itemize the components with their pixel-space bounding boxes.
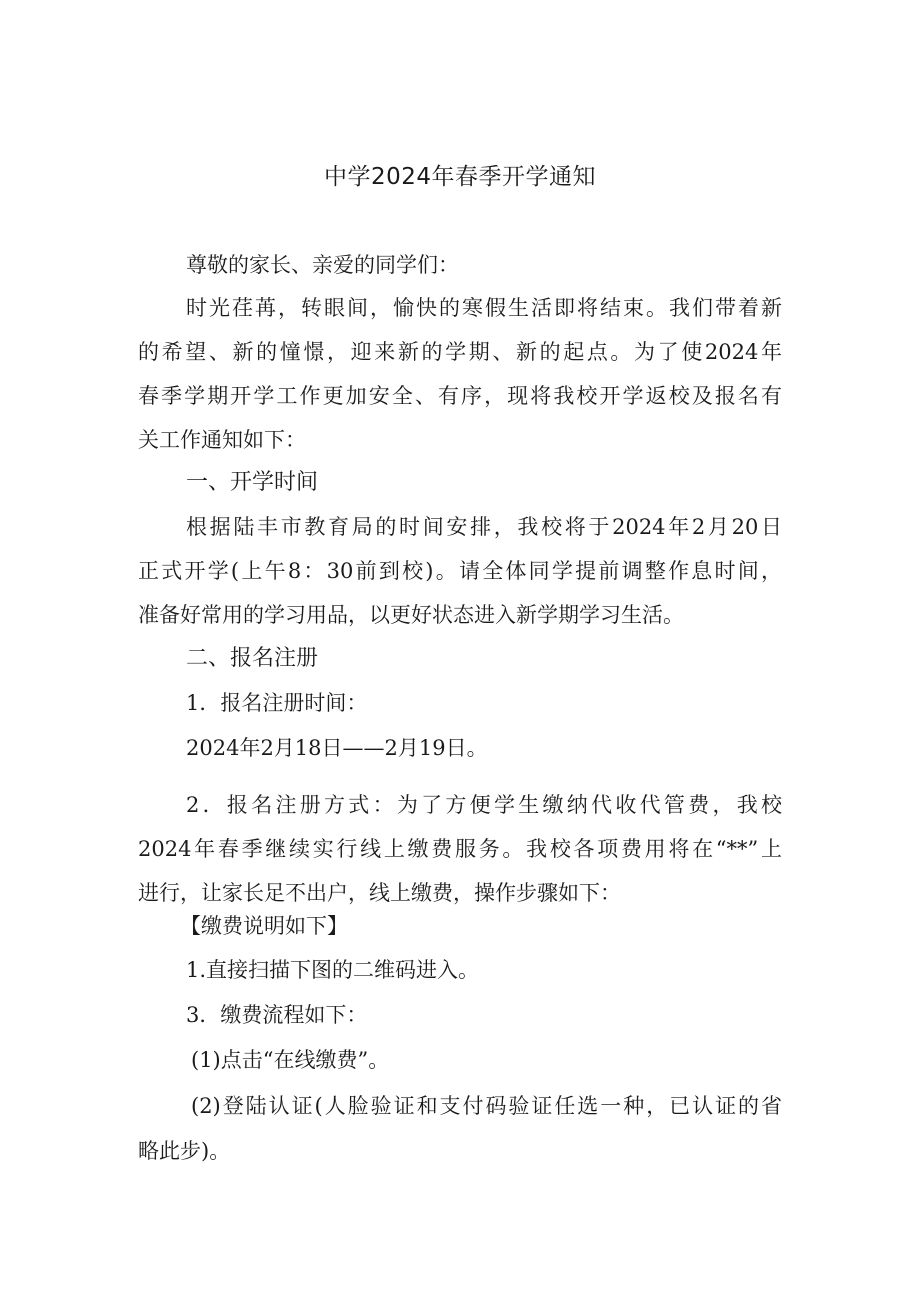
registration-method-line-2: 2024年春季继续实行线上缴费服务。我校各项费用将在“**”上 [138, 837, 782, 861]
payment-step-2-line-2: 略此步)。 [138, 1139, 231, 1163]
payment-step-1: (1)点击“在线缴费”。 [191, 1048, 390, 1072]
intro-line-1: 时光荏苒，转眼间，愉快的寒假生活即将结束。我们带着新 [186, 296, 782, 320]
section-2-heading: 二、报名注册 [186, 646, 319, 671]
section-1-line-2: 正式开学(上午8：30前到校)。请全体同学提前调整作息时间， [138, 559, 782, 583]
registration-method-line-3: 进行，让家长足不出户，线上缴费，操作步骤如下： [138, 881, 621, 905]
registration-time-label: 1．报名注册时间： [186, 691, 368, 715]
section-1-line-3: 准备好常用的学习用品，以更好状态进入新学期学习生活。 [138, 603, 684, 627]
payment-process-label: 3．缴费流程如下： [186, 1003, 368, 1027]
registration-method-line-1: 2．报名注册方式：为了方便学生缴纳代收代管费，我校 [186, 793, 782, 817]
intro-line-2: 的希望、新的憧憬，迎来新的学期、新的起点。为了使2024年 [138, 340, 782, 364]
greeting: 尊敬的家长、亲爱的同学们： [186, 253, 459, 277]
payment-step-2-line-1: (2)登陆认证(人脸验证和支付码验证任选一种，已认证的省 [191, 1094, 782, 1118]
registration-time-value: 2024年2月18日——2月19日。 [186, 736, 488, 760]
section-1-line-1: 根据陆丰市教育局的时间安排，我校将于2024年2月20日 [186, 515, 782, 539]
fee-step-scan: 1.直接扫描下图的二维码进入。 [186, 958, 480, 982]
document-title: 中学2024年春季开学通知 [323, 164, 597, 190]
section-1-heading: 一、开学时间 [186, 470, 319, 495]
intro-line-4: 关工作通知如下： [138, 428, 306, 452]
fee-note: 【缴费说明如下】 [180, 914, 348, 938]
intro-line-3: 春季学期开学工作更加安全、有序，现将我校开学返校及报名有 [138, 384, 782, 408]
